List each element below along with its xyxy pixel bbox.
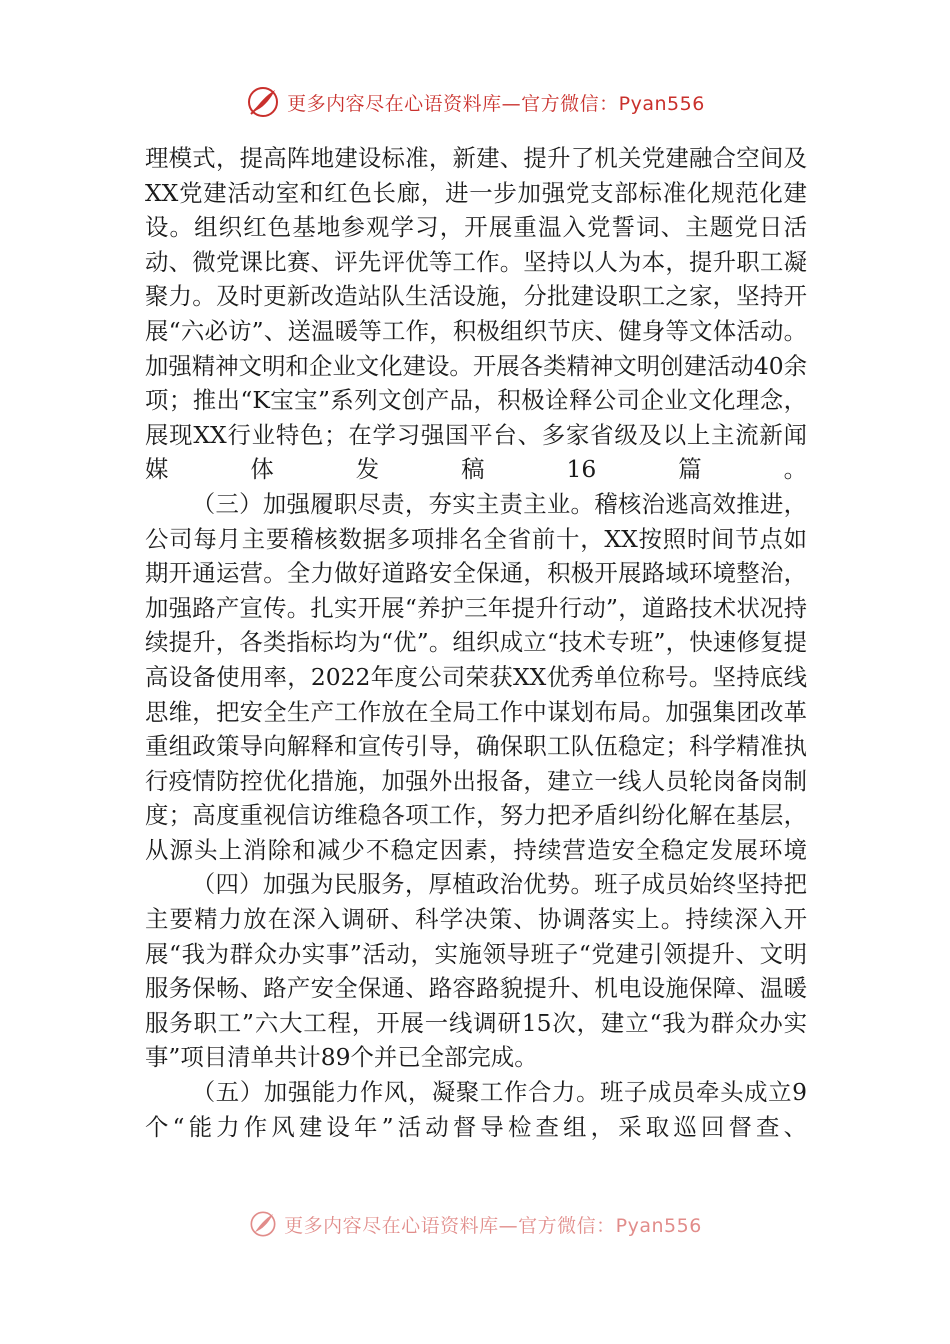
- watermark-header: [0, 80, 950, 124]
- watermark-text: 更多内容尽在心语资料库—官方微信：Pyan556: [287, 92, 705, 115]
- watermark-text-footer: 更多内容尽在心语资料库—官方微信：Pyan556: [284, 1214, 702, 1237]
- feather-pen-logo-icon: [248, 1209, 278, 1239]
- feather-pen-logo-icon: [245, 84, 281, 120]
- watermark-footer: [0, 1206, 950, 1242]
- document-body: [145, 141, 807, 1144]
- paragraph-continued: 理模式，提高阵地建设标准，新建、提升了机关党建融合空间及XX党建活动室和红色长廊，进一步加强党支部标准化规范化建设。组织红色基地参观学习，开展重温入党誓词、主题党日活动、微党课比赛、评先评优等工作。坚持以人为本，提升职工凝聚力。及时更新改造站队生活设施，分批建设职工之家，坚持开展“六必访”、送温暖等工作，积极组织节庆、健身等文体活动。加强精神文明和企业文化建设。开展各类精神文明创建活动40余项；推出“K宝宝”系列文创产品，积极诠释公司企业文化理念，展现XX行业特色；在学习强国平台、多家省级及以上主流新闻媒体发稿16篇。: [145, 144, 807, 484]
- paragraph-section-5: （五）加强能力作风，凝聚工作合力。班子成员牵头成立9个“能力作风建设年”活动督导检查组，采取巡回督查、: [145, 1078, 807, 1141]
- paragraph-section-3: （三）加强履职尽责，夯实主责主业。稽核治逃高效推进，公司每月主要稽核数据多项排名全省前十，XX按照时间节点如期开通运营。全力做好道路安全保通，积极开展路域环境整治，加强路产宣传。扎实开展“养护三年提升行动”，道路技术状况持续提升，各类指标均为“优”。组织成立“技术专班”，快速修复提高设备使用率，2022年度公司荣获XX优秀单位称号。坚持底线思维，把安全生产工作放在全局工作中谋划布局。加强集团改革重组政策导向解释和宣传引导，确保职工队伍稳定；科学精准执行疫情防控优化措施，加强外出报备，建立一线人员轮岗备岗制度；高度重视信访维稳各项工作，努力把矛盾纠纷化解在基层，从源头上消除和减少不稳定因素，持续营造安全稳定发展环境: [145, 489, 807, 864]
- paragraph-section-4: （四）加强为民服务，厚植政治优势。班子成员始终坚持把主要精力放在深入调研、科学决策、协调落实上。持续深入开展“我为群众办实事”活动，实施领导班子“党建引领提升、文明服务保畅、路产安全保通、路容路貌提升、机电设施保障、温暖服务职工”六大工程，开展一线调研15次，建立“我为群众办实事”项目清单共计89个并已全部完成。: [145, 870, 807, 1072]
